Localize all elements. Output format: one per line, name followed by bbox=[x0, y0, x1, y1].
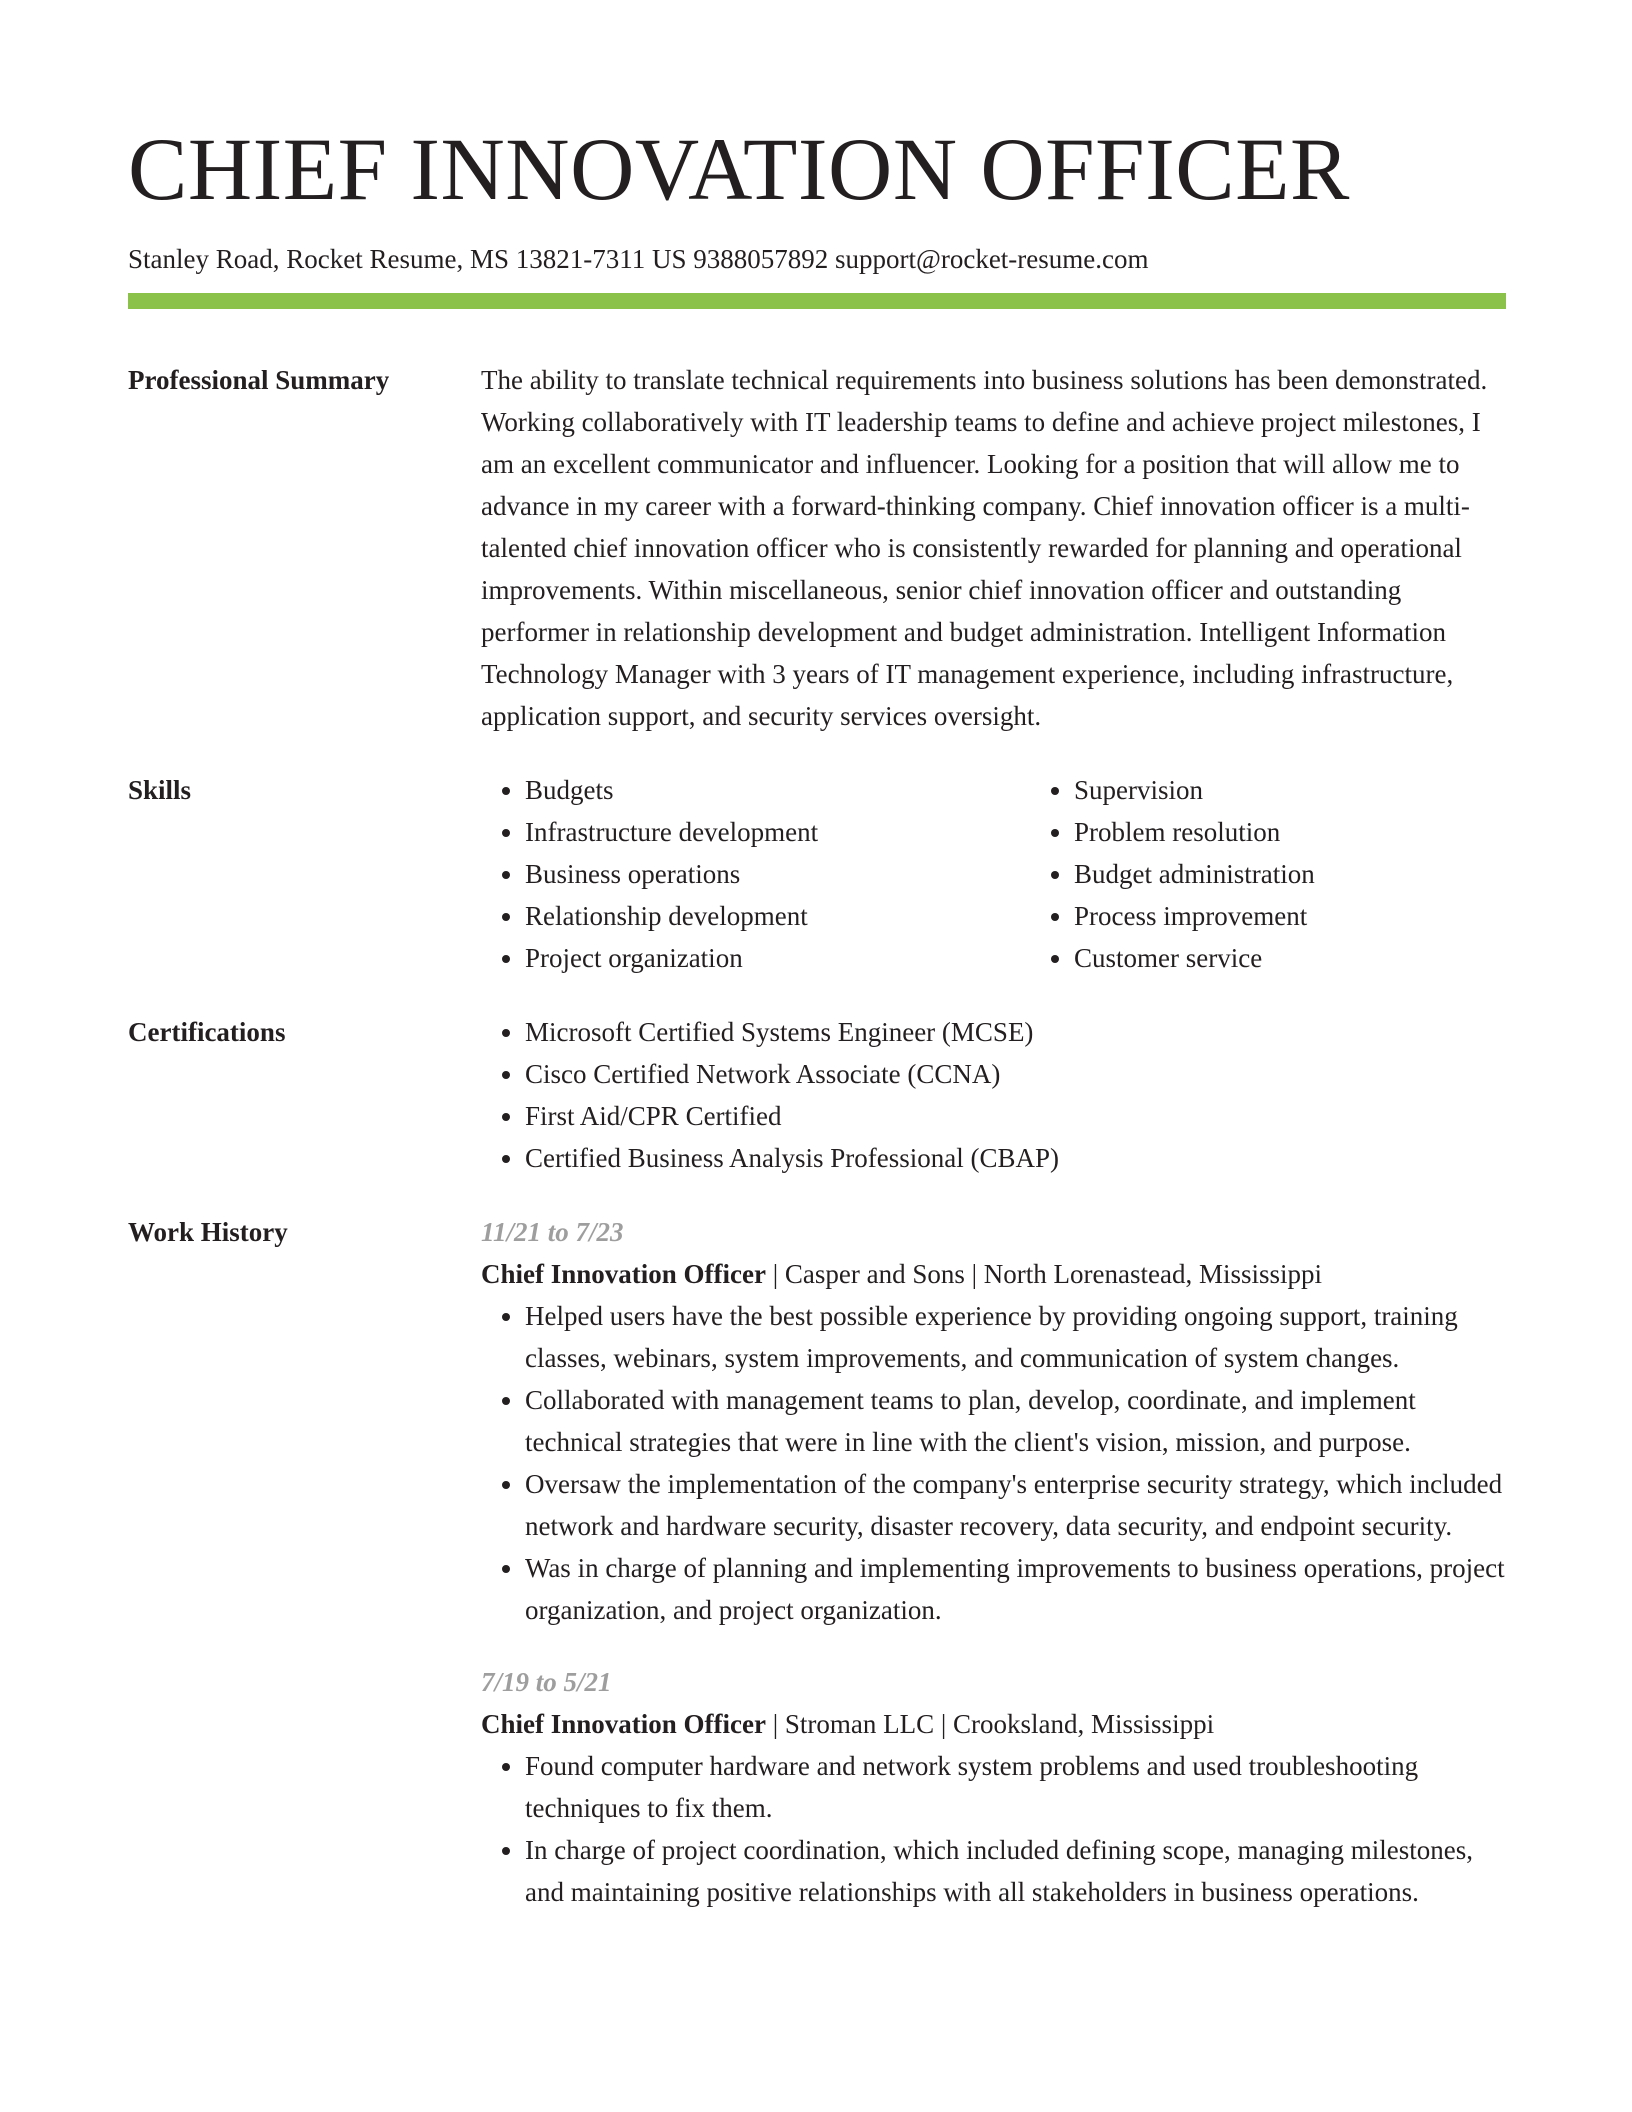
job-bullet: • Collaborated with management teams to plan, develop, coordinate, and implement technical strategies that were in line with the client's vision, mission, and purpose. bbox=[525, 1379, 1506, 1463]
job-details: | Casper and Sons | North Lorenastead, Mississippi bbox=[765, 1259, 1322, 1289]
job-bullets bbox=[481, 1745, 1506, 1913]
contact-address: Stanley Road, Rocket Resume, MS 13821-7311 US bbox=[128, 244, 687, 274]
certifications-heading: Certifications bbox=[128, 1017, 286, 1047]
job-entry bbox=[481, 1211, 1506, 1631]
skill-item: • Business operations bbox=[525, 853, 1030, 895]
skills-list-left bbox=[481, 769, 1030, 979]
contact-email[interactable]: support@rocket-resume.com bbox=[834, 244, 1149, 274]
skill-item: • Problem resolution bbox=[1074, 811, 1579, 853]
contact-phone: 9388057892 bbox=[693, 244, 829, 274]
skill-item: • Project organization bbox=[525, 937, 1030, 979]
summary-text: The ability to translate technical requirements into business solutions has been demonstrated. Working collaboratively with IT leadership teams to define and achieve project milestones, I am an excellent communicator and influencer. Looking for a position that will allow me to advance in my career with a forward-thinking company. Chief innovation officer is a multi-talented chief innovation officer who is consistently rewarded for planning and operational improvements. Within miscellaneous, senior chief innovation officer and outstanding performer in relationship development and budget administration. Intelligent Information Technology Manager with 3 years of IT management experience, including infrastructure, application support, and security services oversight. bbox=[481, 365, 1488, 731]
certification-item: • Certified Business Analysis Professional (CBAP) bbox=[525, 1137, 1506, 1179]
job-title-line bbox=[481, 1703, 1506, 1745]
skills-heading: Skills bbox=[128, 775, 192, 805]
page-title: CHIEF INNOVATION OFFICER bbox=[128, 121, 1350, 219]
skills-section bbox=[128, 769, 1506, 979]
contact-line bbox=[128, 242, 1506, 276]
skill-item: • Relationship development bbox=[525, 895, 1030, 937]
job-details: | Stroman LLC | Crooksland, Mississippi bbox=[765, 1709, 1215, 1739]
skills-list-right bbox=[1030, 769, 1579, 979]
skill-item: • Process improvement bbox=[1074, 895, 1579, 937]
job-title: Chief Innovation Officer bbox=[481, 1709, 766, 1739]
job-bullet: • Helped users have the best possible experience by providing ongoing support, training classes, webinars, system improvements, and communication of system changes. bbox=[525, 1295, 1506, 1379]
job-title-line bbox=[481, 1253, 1506, 1295]
work-history-heading: Work History bbox=[128, 1217, 288, 1247]
certifications-body bbox=[481, 1011, 1506, 1179]
skill-item: • Supervision bbox=[1074, 769, 1579, 811]
job-entry bbox=[481, 1661, 1506, 1913]
job-bullet: • Oversaw the implementation of the company's enterprise security strategy, which included network and hardware security, disaster recovery, data security, and endpoint security. bbox=[525, 1463, 1506, 1547]
work-history-section bbox=[128, 1211, 1506, 1913]
job-bullet: • In charge of project coordination, which included defining scope, managing milestones, and maintaining positive relationships with all stakeholders in business operations. bbox=[525, 1829, 1506, 1913]
skill-item: • Budget administration bbox=[1074, 853, 1579, 895]
skill-item: • Customer service bbox=[1074, 937, 1579, 979]
certification-item: • First Aid/CPR Certified bbox=[525, 1095, 1506, 1137]
job-bullet: • Found computer hardware and network system problems and used troubleshooting techniques to fix them. bbox=[525, 1745, 1506, 1829]
certification-item: • Cisco Certified Network Associate (CCNA) bbox=[525, 1053, 1506, 1095]
certifications-list bbox=[481, 1011, 1506, 1179]
skill-item: • Budgets bbox=[525, 769, 1030, 811]
skill-item: • Infrastructure development bbox=[525, 811, 1030, 853]
header-divider bbox=[128, 293, 1506, 309]
summary-heading: Professional Summary bbox=[128, 365, 390, 395]
job-dates: 7/19 to 5/21 bbox=[481, 1667, 612, 1697]
job-title: Chief Innovation Officer bbox=[481, 1259, 766, 1289]
work-history-body bbox=[481, 1211, 1506, 1913]
summary-section bbox=[128, 359, 1506, 737]
resume-page bbox=[128, 0, 1506, 1913]
certifications-section bbox=[128, 1011, 1506, 1179]
job-dates: 11/21 to 7/23 bbox=[481, 1217, 624, 1247]
job-bullet: • Was in charge of planning and implementing improvements to business operations, project organization, and project organization. bbox=[525, 1547, 1506, 1631]
skills-grid bbox=[481, 769, 1579, 979]
certification-item: • Microsoft Certified Systems Engineer (MCSE) bbox=[525, 1011, 1506, 1053]
job-bullets bbox=[481, 1295, 1506, 1631]
